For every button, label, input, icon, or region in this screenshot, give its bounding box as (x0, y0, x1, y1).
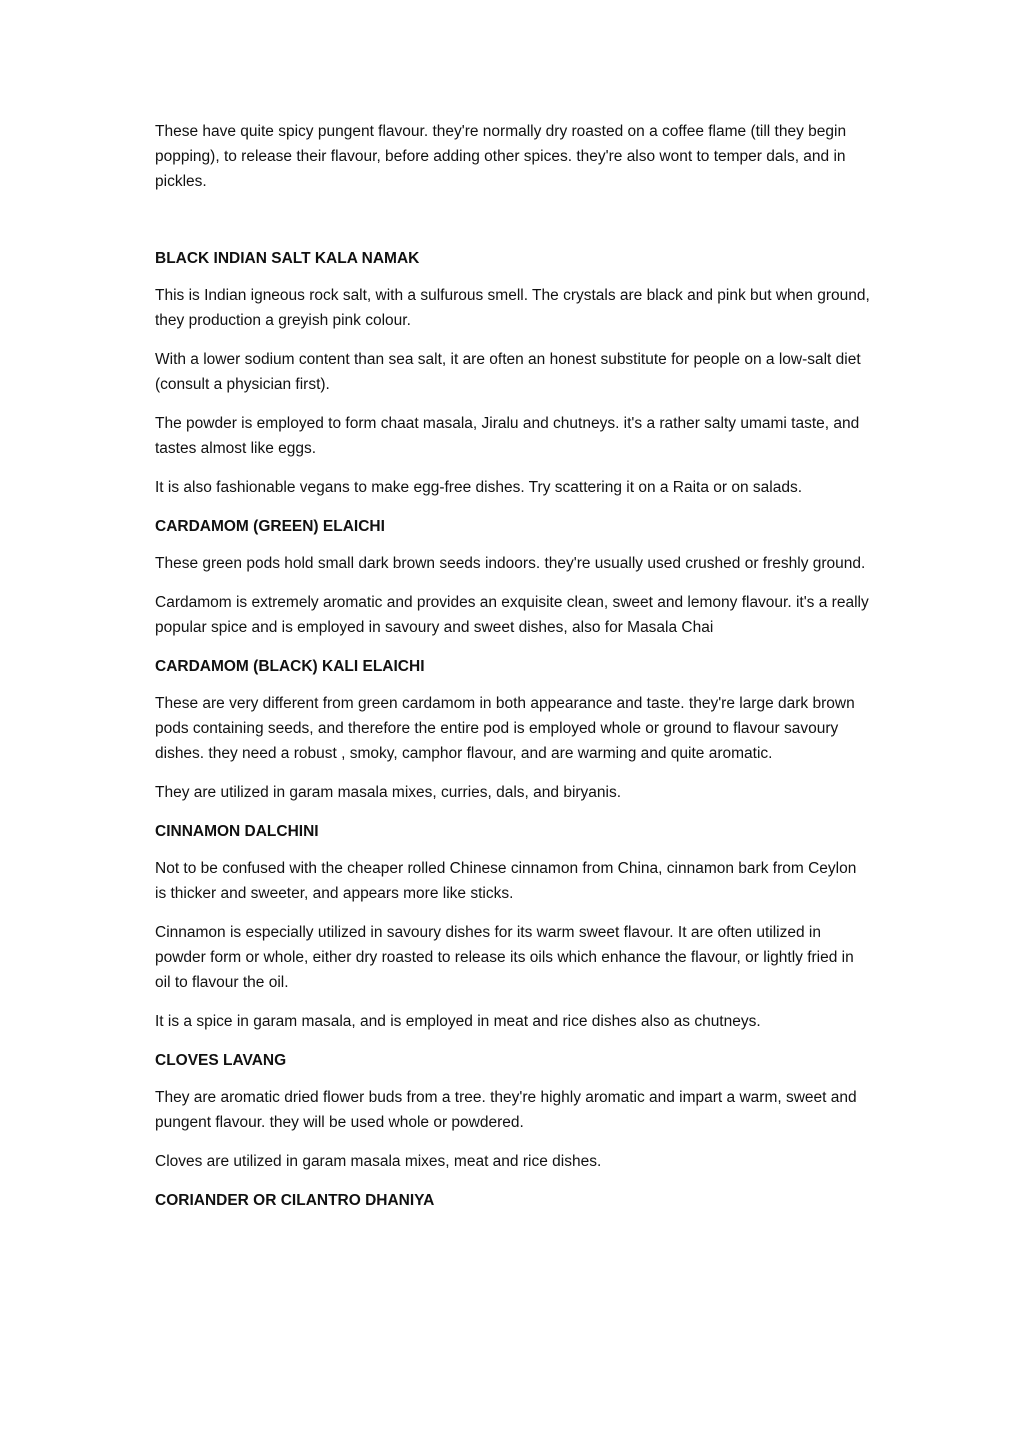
section-heading-black-salt: BLACK INDIAN SALT KALA NAMAK (155, 250, 420, 267)
intro-paragraph: These have quite spicy pungent flavour. they're normally dry roasted on a coffee flame (till they begin popping), to release their flavour, before adding other spices. they're also wont to temper dals, and in pickles. (155, 123, 847, 190)
paragraph: These green pods hold small dark brown seeds indoors. they're usually used crushed or freshly ground. (155, 555, 866, 572)
paragraph: The powder is employed to form chaat masala, Jiralu and chutneys. it's a rather salty umami taste, and tastes almost like eggs. (155, 415, 860, 457)
paragraph: They are aromatic dried flower buds from a tree. they're highly aromatic and impart a warm, sweet and pungent flavour. they will be used whole or powdered. (155, 1089, 857, 1131)
document-page (155, 119, 870, 1225)
section-heading-green-cardamom: CARDAMOM (GREEN) ELAICHI (155, 518, 385, 535)
paragraph: Cardamom is extremely aromatic and provides an exquisite clean, sweet and lemony flavour. it's a really popular spice and is employed in savoury and sweet dishes, also for Masala Chai (155, 594, 869, 636)
paragraph: Cinnamon is especially utilized in savoury dishes for its warm sweet flavour. It are often utilized in powder form or whole, either dry roasted to release its oils which enhance the flavour, or lightly fried in oil to flavour the oil. (155, 924, 854, 991)
paragraph: Not to be confused with the cheaper rolled Chinese cinnamon from China, cinnamon bark from Ceylon is thicker and sweeter, and appears more like sticks. (155, 860, 857, 902)
section-heading-black-cardamom: CARDAMOM (BLACK) KALI ELAICHI (155, 658, 425, 675)
paragraph: It is a spice in garam masala, and is employed in meat and rice dishes also as chutneys. (155, 1013, 761, 1030)
paragraph: This is Indian igneous rock salt, with a sulfurous smell. The crystals are black and pink but when ground, they production a greyish pink colour. (155, 287, 870, 329)
paragraph: With a lower sodium content than sea salt, it are often an honest substitute for people on a low-salt diet (consult a physician first). (155, 351, 861, 393)
section-heading-cloves: CLOVES LAVANG (155, 1052, 287, 1069)
paragraph: These are very different from green cardamom in both appearance and taste. they're large dark brown pods containing seeds, and therefore the entire pod is employed whole or ground to flavour savoury dishes. they need a robust , smoky, camphor flavour, and are warming and quite aromatic. (155, 695, 855, 762)
paragraph: It is also fashionable vegans to make egg-free dishes. Try scattering it on a Raita or on salads. (155, 479, 803, 496)
paragraph: They are utilized in garam masala mixes, curries, dals, and biryanis. (155, 784, 622, 801)
section-heading-coriander: CORIANDER OR CILANTRO DHANIYA (155, 1192, 435, 1209)
section-heading-cinnamon: CINNAMON DALCHINI (155, 823, 319, 840)
paragraph: Cloves are utilized in garam masala mixes, meat and rice dishes. (155, 1153, 602, 1170)
